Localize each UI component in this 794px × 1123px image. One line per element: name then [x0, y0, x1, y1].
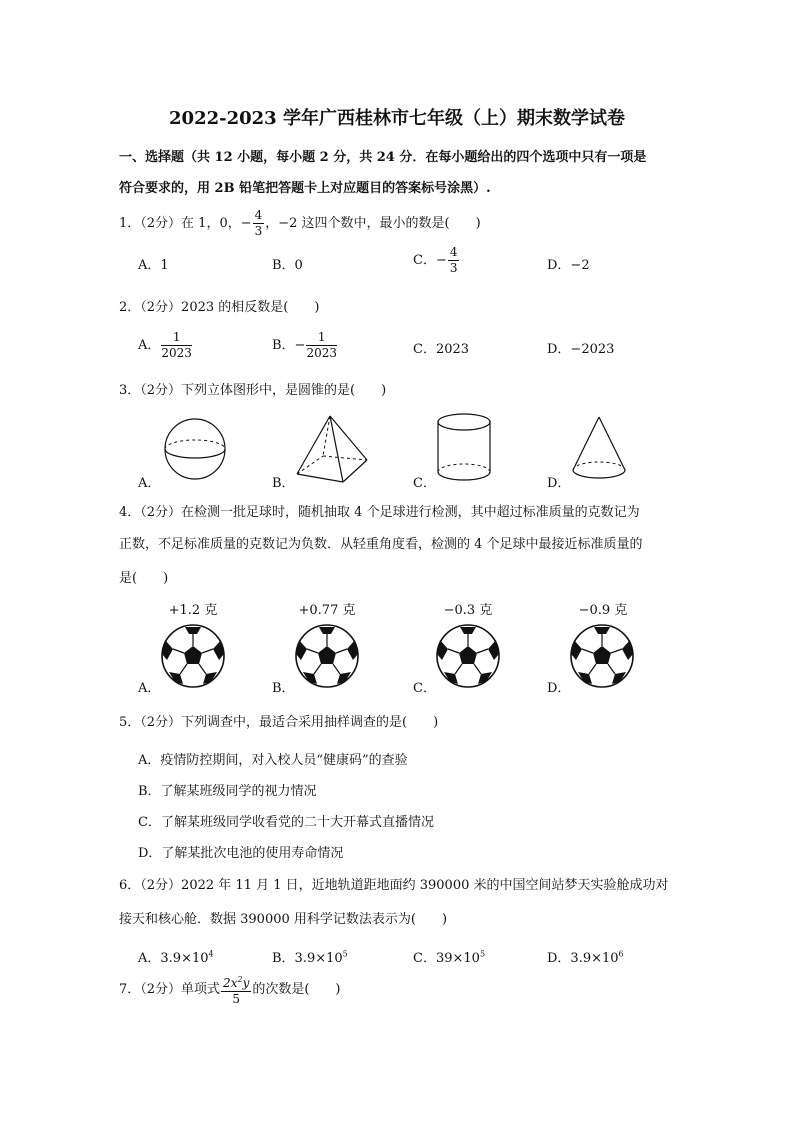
- q5-option-d[interactable]: D．了解某批次电池的使用寿命情况: [138, 846, 344, 861]
- q1-option-d[interactable]: D．−2: [547, 258, 590, 273]
- question-3-stem: 3．（2分）下列立体图形中，是圆锥的是( ): [119, 383, 387, 398]
- question-4-line2: 正数，不足标准质量的克数记为负数．从轻重角度看，检测的 4 个足球中最接近标准质量的: [119, 537, 643, 552]
- q1-option-b[interactable]: B．0: [272, 258, 303, 273]
- soccer-ball-icon: [436, 624, 502, 690]
- q3-option-d[interactable]: D．: [547, 476, 571, 491]
- ball-label-d: −0.9 克: [578, 603, 628, 618]
- q1-option-a[interactable]: A．1: [138, 258, 169, 273]
- monomial-fraction: $\frac{2x^2y}{5}$: [221, 972, 251, 1007]
- q5-option-a[interactable]: A．疫情防控期间，对入校人员“健康码”的查验: [138, 753, 408, 768]
- ball-label-c: −0.3 克: [443, 603, 493, 618]
- soccer-ball-icon: [161, 624, 227, 690]
- pyramid-figure: [293, 412, 373, 486]
- question-5-stem: 5．（2分）下列调查中，最适合采用抽样调查的是( ): [119, 715, 439, 730]
- question-2-stem: 2．（2分）2023 的相反数是( ): [119, 300, 320, 315]
- exam-title: 2022-2023 学年广西桂林市七年级（上）期末数学试卷: [169, 108, 625, 129]
- q2-option-a[interactable]: A． $\frac{1}{2023}$: [138, 330, 192, 360]
- q4-option-c[interactable]: C．: [413, 681, 436, 696]
- soccer-ball-icon: [295, 624, 361, 690]
- q2-option-b[interactable]: B．− $\frac{1}{2023}$: [272, 330, 337, 360]
- q5-option-c[interactable]: C．了解某班级同学收看党的二十大开幕式直播情况: [138, 815, 434, 830]
- question-6-line2: 接天和核心舱．数据 390000 用科学记数法表示为( ): [119, 912, 448, 927]
- ball-label-a: +1.2 克: [168, 603, 218, 618]
- q6-option-a[interactable]: A．$3.9\times 10^4$: [138, 949, 214, 966]
- question-6-line1: 6．（2分）2022 年 11 月 1 日，近地轨道距地面约 390000 米的中国空间站梦天实验舱成功对: [119, 878, 669, 893]
- q6-option-d[interactable]: D．$3.9\times 10^6$: [547, 949, 624, 966]
- soccer-ball-icon: [570, 624, 636, 690]
- q4-option-d[interactable]: D．: [547, 681, 571, 696]
- question-4-line3: 是( ): [119, 571, 169, 586]
- fraction: $\frac{1}{2023}$: [306, 330, 337, 360]
- section-heading-line2: 符合要求的，用 2B 铅笔把答题卡上对应题目的答案标号涂黑）.: [119, 181, 491, 196]
- cylinder-figure: [436, 410, 494, 484]
- question-4-line1: 4．（2分）在检测一批足球时，随机抽取 4 个足球进行检测，其中超过标准质量的克数记为: [119, 505, 640, 520]
- cone-figure: [570, 414, 630, 484]
- q2-option-c[interactable]: C．2023: [413, 342, 470, 357]
- q3-option-b[interactable]: B．: [272, 476, 295, 491]
- q6-option-c[interactable]: C．$39\times 10^5$: [413, 949, 486, 966]
- q1-option-c[interactable]: C．− $\frac{4}{3}$: [413, 245, 458, 275]
- q3-option-a[interactable]: A．: [138, 476, 161, 491]
- fraction: $\frac{4}{3}$: [254, 208, 263, 238]
- q4-option-b[interactable]: B．: [272, 681, 295, 696]
- fraction: $\frac{4}{3}$: [449, 245, 458, 275]
- sphere-figure: [160, 414, 230, 484]
- ball-label-b: +0.77 克: [298, 603, 356, 618]
- q4-option-a[interactable]: A．: [138, 681, 161, 696]
- fraction: $\frac{1}{2023}$: [161, 330, 192, 360]
- q6-option-b[interactable]: B．$3.9\times 10^5$: [272, 949, 348, 966]
- q5-option-b[interactable]: B．了解某班级同学的视力情况: [138, 784, 317, 799]
- q2-option-d[interactable]: D．−2023: [547, 342, 615, 357]
- question-1-stem: 1．（2分）在 1，0，− $\frac{4}{3}$ ，−2 这四个数中，最小的数是( ): [119, 208, 481, 238]
- section-heading-line1: 一、选择题（共 12 小题，每小题 2 分，共 24 分．在每小题给出的四个选项中只有一项是: [119, 150, 647, 165]
- q3-option-c[interactable]: C．: [413, 476, 436, 491]
- question-7-stem: 7．（2分）单项式 $\frac{2x^2y}{5}$ 的次数是( ): [119, 972, 341, 1007]
